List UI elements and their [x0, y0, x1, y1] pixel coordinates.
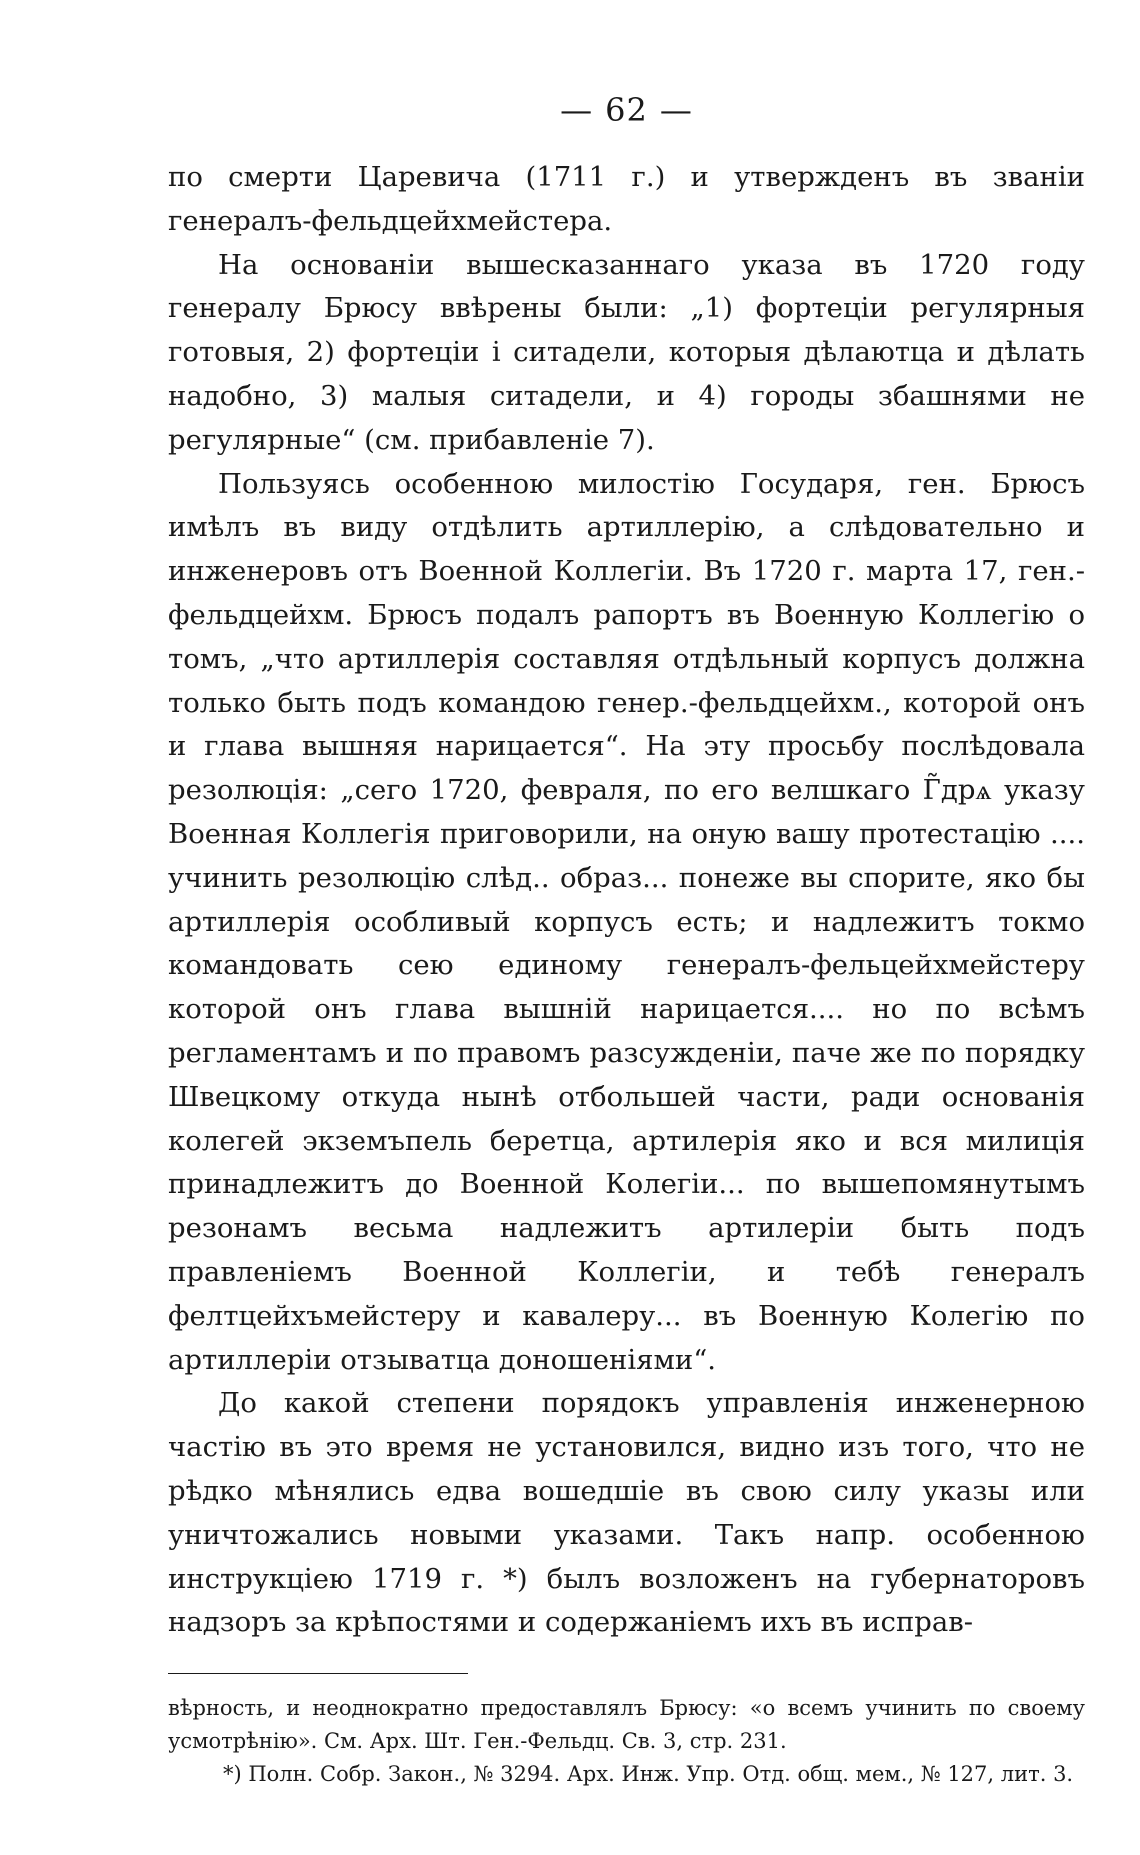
page-number-dash-left: —	[560, 91, 594, 129]
footnotes	[168, 1692, 1085, 1791]
page-number-dash-right: —	[659, 91, 693, 129]
paragraph: Пользуясь особенною милостію Государя, ген. Брюсъ имѣлъ въ виду отдѣлить артиллерію, а слѣдовательно и инженеровъ отъ Военной Коллегіи. Въ 1720 г. марта 17, ген.-фельдцейхм. Брюсъ подалъ рапортъ въ Военную Коллегію о томъ, „что артиллерія составляя отдѣльный корпусъ должна только быть подъ командою генер.-фельдцейхм., которой онъ и глава вышняя нарицается“. На эту просьбу послѣдовала резолюція: „сего 1720, февраля, по его велшкаго Г̃дрѧ указу Военная Коллегія приговорили, на оную вашу протестацію .... учинить резолюцію слѣд.. образ... понеже вы спорите, яко бы артиллерія особливый корпусъ есть; и надлежитъ токмо командовать сею единому генералъ-фельцейхмейстеру которой онъ глава вышній нарицается.... но по всѣмъ регламентамъ и по правомъ разсужденіи, паче же по порядку Швецкому откуда нынѣ отбольшей части, ради основанія колегей экземъпель беретца, артилерія яко и вся милиція принадлежитъ до Военной Колегіи... по вышепомянутымъ резонамъ весьма надлежитъ артилеріи быть подъ правленіемъ Военной Коллегіи, и тебѣ генералъ фелтцейхъмейстеру и кавалеру... въ Военную Колегію по артиллеріи отзыватца доношеніями“.	[168, 467, 1085, 1376]
paragraph: На основаніи вышесказаннаго указа въ 1720 году генералу Брюсу ввѣрены были: „1) фортеціи регулярныя готовыя, 2) фортеціи і ситадели, которыя дѣлаютца и дѣлать надобно, 3) малыя ситадели, и 4) городы збашнями не регулярные“ (см. прибавленіе 7).	[168, 248, 1085, 456]
document-page	[168, 90, 1085, 1791]
footnote: *) Полн. Собр. Закон., № 3294. Арх. Инж. Упр. Отд. общ. мем., № 127, лит. 3.	[223, 1762, 1074, 1787]
page-number-value: 62	[605, 91, 648, 129]
page-number	[168, 90, 1085, 130]
footnote-continuation: вѣрность, и неоднократно предоставлялъ Брюсу: «о всемъ учинить по своему усмотрѣнію». См. Арх. Шт. Ген.-Фельдц. Св. 3, стр. 231.	[168, 1696, 1085, 1754]
paragraph-continuation: по смерти Царевича (1711 г.) и утвержденъ въ званіи генералъ-фельдцейхмейстера.	[168, 161, 1085, 237]
footnote-divider	[168, 1673, 468, 1674]
body-text	[168, 156, 1085, 1645]
paragraph: До какой степени порядокъ управленія инженерною частію въ это время не установился, видно изъ того, что не рѣдко мѣнялись едва вошедшіе въ свою силу указы или уничтожались новыми указами. Такъ напр. особенною инструкціею 1719 г. *) былъ возложенъ на губернаторовъ надзоръ за крѣпостями и содержаніемъ ихъ въ исправ-	[168, 1387, 1085, 1639]
